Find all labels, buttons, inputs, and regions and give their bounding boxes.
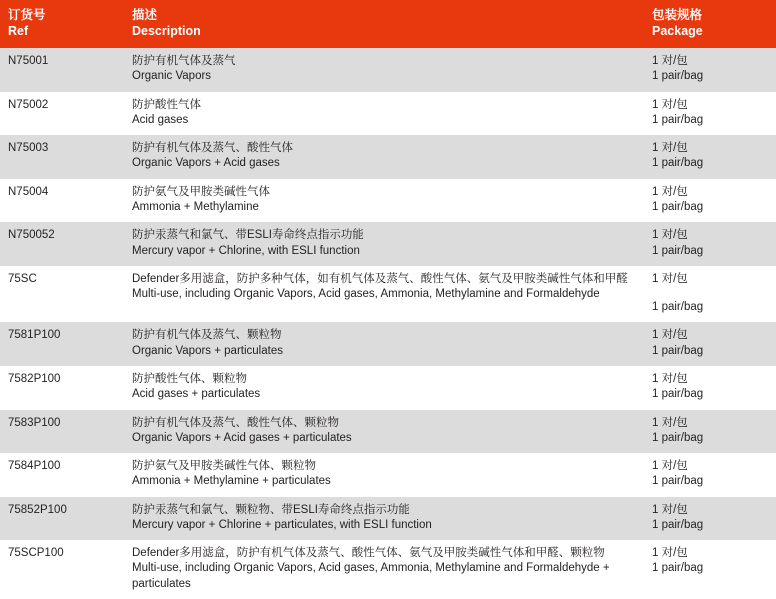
column-header-ref-en: Ref — [8, 24, 29, 38]
description-cn: 防护酸性气体 — [132, 98, 201, 111]
package-en: 1 pair/bag — [652, 200, 704, 213]
cell-package — [644, 92, 776, 136]
description-en: Organic Vapors + particulates — [132, 344, 283, 357]
cell-ref: N75004 — [0, 179, 124, 223]
description-en: Organic Vapors + Acid gases + particulates — [132, 431, 352, 444]
package-gap — [652, 287, 768, 300]
description-en: Multi-use, including Organic Vapors, Acid gases, Ammonia, Methylamine and Formaldehyde + particulates — [132, 562, 610, 590]
table-row — [0, 48, 776, 92]
cell-package — [644, 497, 776, 541]
cell-package — [644, 366, 776, 410]
table-row — [0, 135, 776, 179]
cell-package — [644, 540, 776, 599]
description-en: Organic Vapors + Acid gases — [132, 157, 280, 170]
description-en: Multi-use, including Organic Vapors, Acid gases, Ammonia, Methylamine and Formaldehyde — [132, 288, 600, 301]
description-en: Mercury vapor + Chlorine + particulates, with ESLI function — [132, 518, 432, 531]
cell-description — [124, 322, 644, 366]
description-cn: 防护汞蒸气和氯气、带ESLI寿命终点指示功能 — [132, 229, 364, 242]
cell-package — [644, 222, 776, 266]
package-en: 1 pair/bag — [652, 70, 704, 83]
package-en: 1 pair/bag — [652, 301, 704, 314]
package-cn: 1 对/包 — [652, 98, 688, 111]
package-en: 1 pair/bag — [652, 518, 704, 531]
package-cn: 1 对/包 — [652, 142, 688, 155]
column-header-description-cn: 描述 — [132, 8, 158, 22]
cell-ref: 75SC — [0, 266, 124, 323]
description-en: Acid gases — [132, 113, 189, 126]
description-cn: 防护有机气体及蒸气 — [132, 55, 236, 67]
description-cn: Defender多用滤盒，防护多种气体，如有机气体及蒸气、酸性气体、氨气及甲胺类碱性气体和甲醛 — [132, 272, 628, 285]
package-cn: 1 对/包 — [652, 272, 688, 285]
description-cn: 防护汞蒸气和氯气、颗粒物、带ESLI寿命终点指示功能 — [132, 503, 410, 516]
table-row — [0, 92, 776, 136]
description-cn: 防护有机气体及蒸气、酸性气体、颗粒物 — [132, 416, 339, 429]
package-cn: 1 对/包 — [652, 503, 688, 516]
column-header-description-en: Description — [132, 24, 201, 38]
table-row — [0, 540, 776, 599]
cell-description — [124, 92, 644, 136]
column-header-ref-cn: 订货号 — [8, 8, 46, 22]
description-en: Organic Vapors — [132, 70, 212, 83]
cell-description — [124, 135, 644, 179]
cell-ref: 7583P100 — [0, 410, 124, 454]
package-cn: 1 对/包 — [652, 460, 688, 473]
cell-ref: N75002 — [0, 92, 124, 136]
package-en: 1 pair/bag — [652, 344, 704, 357]
table-row — [0, 179, 776, 223]
description-en: Ammonia + Methylamine — [132, 200, 259, 213]
package-cn: 1 对/包 — [652, 185, 688, 198]
cell-ref: 75SCP100 — [0, 540, 124, 599]
description-en: Ammonia + Methylamine + particulates — [132, 475, 331, 488]
package-en: 1 pair/bag — [652, 562, 704, 575]
description-cn: Defender多用滤盒，防护有机气体及蒸气、酸性气体、氨气及甲胺类碱性气体和甲醛、颗粒物 — [132, 547, 605, 560]
package-en: 1 pair/bag — [652, 157, 704, 170]
cell-description — [124, 453, 644, 497]
package-cn: 1 对/包 — [652, 55, 688, 67]
column-header-ref — [0, 0, 124, 48]
cell-ref: N75001 — [0, 48, 124, 92]
cell-description — [124, 266, 644, 323]
table-body — [0, 48, 776, 599]
package-en: 1 pair/bag — [652, 244, 704, 257]
cell-package — [644, 48, 776, 92]
package-cn: 1 对/包 — [652, 372, 688, 385]
column-header-description — [124, 0, 644, 48]
table-row — [0, 497, 776, 541]
cell-ref: 75852P100 — [0, 497, 124, 541]
cell-package — [644, 135, 776, 179]
cell-ref: 7581P100 — [0, 322, 124, 366]
description-cn: 防护酸性气体、颗粒物 — [132, 372, 247, 385]
table-row — [0, 222, 776, 266]
cell-description — [124, 48, 644, 92]
table-row — [0, 366, 776, 410]
description-cn: 防护有机气体及蒸气、颗粒物 — [132, 329, 282, 342]
description-en: Acid gases + particulates — [132, 388, 261, 401]
cell-ref: N75003 — [0, 135, 124, 179]
description-cn: 防护氨气及甲胺类碱性气体 — [132, 185, 270, 198]
cell-ref: 7582P100 — [0, 366, 124, 410]
table-row — [0, 410, 776, 454]
description-en: Mercury vapor + Chlorine, with ESLI function — [132, 244, 360, 257]
package-cn: 1 对/包 — [652, 229, 688, 242]
package-cn: 1 对/包 — [652, 329, 688, 342]
cell-ref: N750052 — [0, 222, 124, 266]
table-row — [0, 322, 776, 366]
column-header-package-en: Package — [652, 24, 703, 38]
package-en: 1 pair/bag — [652, 113, 704, 126]
cell-ref: 7584P100 — [0, 453, 124, 497]
cell-description — [124, 222, 644, 266]
package-en: 1 pair/bag — [652, 431, 704, 444]
table-row — [0, 453, 776, 497]
description-cn: 防护有机气体及蒸气、酸性气体 — [132, 142, 293, 155]
table-header-row — [0, 0, 776, 48]
description-cn: 防护氨气及甲胺类碱性气体、颗粒物 — [132, 460, 316, 473]
table-row — [0, 266, 776, 323]
cell-package — [644, 322, 776, 366]
cell-description — [124, 179, 644, 223]
cell-description — [124, 410, 644, 454]
package-cn: 1 对/包 — [652, 416, 688, 429]
cell-package — [644, 453, 776, 497]
cell-package — [644, 266, 776, 323]
column-header-package-cn: 包装规格 — [652, 8, 703, 22]
cell-description — [124, 366, 644, 410]
cell-package — [644, 179, 776, 223]
column-header-package — [644, 0, 776, 48]
package-en: 1 pair/bag — [652, 475, 704, 488]
package-cn: 1 对/包 — [652, 547, 688, 560]
cell-description — [124, 540, 644, 599]
package-en: 1 pair/bag — [652, 388, 704, 401]
cell-package — [644, 410, 776, 454]
cell-description — [124, 497, 644, 541]
table-header — [0, 0, 776, 48]
